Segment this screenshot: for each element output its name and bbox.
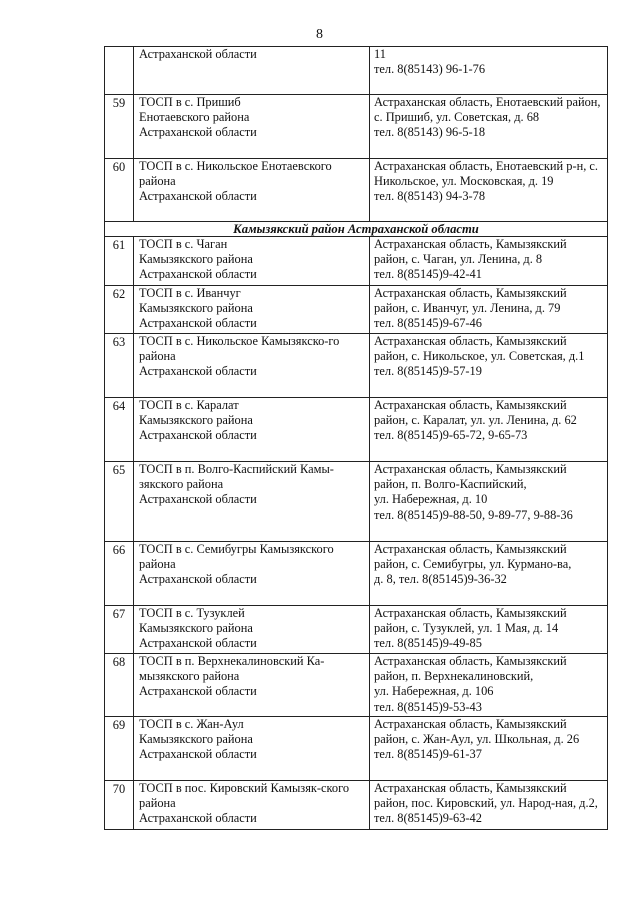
office-address: Астраханская область, Енотаевский р-н, с. Никольское, ул. Московская, д. 19 тел. 8(85143) 94-3-78 (370, 159, 608, 222)
row-number: 68 (105, 654, 134, 717)
row-number: 61 (105, 237, 134, 286)
row-number: 70 (105, 781, 134, 830)
section-title: Камызякский район Астраханской области (105, 222, 608, 237)
table-row (105, 95, 608, 159)
table-row (105, 781, 608, 830)
table-row (105, 654, 608, 717)
row-number: 69 (105, 717, 134, 781)
office-name: ТОСП в с. Иванчуг Камызякского района Астраханской области (134, 286, 370, 334)
table-row (105, 606, 608, 654)
table-row (105, 47, 608, 95)
row-number: 64 (105, 398, 134, 462)
office-address: Астраханская область, Камызякский район, пос. Кировский, ул. Народ-ная, д.2, тел. 8(85145)9-63-42 (370, 781, 608, 830)
table-row (105, 462, 608, 542)
row-number: 60 (105, 159, 134, 222)
row-number: 67 (105, 606, 134, 654)
row-number: 63 (105, 334, 134, 398)
office-address: Астраханская область, Камызякский район, с. Каралат, ул. ул. Ленина, д. 62 тел. 8(85145)9-65-72, 9-65-73 (370, 398, 608, 462)
page-number: 8 (316, 27, 323, 42)
office-address: Астраханская область, Камызякский район, с. Иванчуг, ул. Ленина, д. 79 тел. 8(85145)9-67-46 (370, 286, 608, 334)
office-name: ТОСП в с. Никольское Енотаевского района Астраханской области (134, 159, 370, 222)
office-name: ТОСП в пос. Кировский Камызяк-ского района Астраханской области (134, 781, 370, 830)
table-row (105, 237, 608, 286)
table-row (105, 334, 608, 398)
office-address: Астраханская область, Камызякский район, п. Верхнекалиновский, ул. Набережная, д. 106 тел. 8(85145)9-53-43 (370, 654, 608, 717)
row-number: 62 (105, 286, 134, 334)
table-row (105, 159, 608, 222)
office-name: ТОСП в с. Семибугры Камызякского района Астраханской области (134, 542, 370, 606)
office-address: Астраханская область, Камызякский район, с. Жан-Аул, ул. Школьная, д. 26 тел. 8(85145)9-61-37 (370, 717, 608, 781)
row-number: 59 (105, 95, 134, 159)
office-address: Астраханская область, Камызякский район, с. Никольское, ул. Советская, д.1 тел. 8(85145)9-57-19 (370, 334, 608, 398)
office-address: 11 тел. 8(85143) 96-1-76 (370, 47, 608, 95)
office-address: Астраханская область, Камызякский район, с. Тузуклей, ул. 1 Мая, д. 14 тел. 8(85145)9-49-85 (370, 606, 608, 654)
office-address: Астраханская область, Енотаевский район, с. Пришиб, ул. Советская, д. 68 тел. 8(85143) 96-5-18 (370, 95, 608, 159)
table-row (105, 398, 608, 462)
office-name: ТОСП в с. Каралат Камызякского района Астраханской области (134, 398, 370, 462)
office-name: Астраханской области (134, 47, 370, 95)
office-name: ТОСП в с. Тузуклей Камызякского района Астраханской области (134, 606, 370, 654)
row-number (105, 47, 134, 95)
office-name: ТОСП в с. Пришиб Енотаевского района Астраханской области (134, 95, 370, 159)
row-number: 66 (105, 542, 134, 606)
table-row (105, 286, 608, 334)
row-number: 65 (105, 462, 134, 542)
offices-table (104, 46, 608, 830)
office-name: ТОСП в с. Чаган Камызякского района Астраханской области (134, 237, 370, 286)
section-row (105, 222, 608, 237)
office-address: Астраханская область, Камызякский район, с. Семибугры, ул. Курмано-ва, д. 8, тел. 8(85145)9-36-32 (370, 542, 608, 606)
office-name: ТОСП в п. Волго-Каспийский Камы-зякского района Астраханской области (134, 462, 370, 542)
office-name: ТОСП в с. Никольское Камызякско-го района Астраханской области (134, 334, 370, 398)
office-name: ТОСП в п. Верхнекалиновский Ка-мызякского района Астраханской области (134, 654, 370, 717)
office-name: ТОСП в с. Жан-Аул Камызякского района Астраханской области (134, 717, 370, 781)
office-address: Астраханская область, Камызякский район, п. Волго-Каспийский, ул. Набережная, д. 10 тел. 8(85145)9-88-50, 9-89-77, 9-88-36 (370, 462, 608, 542)
table-row (105, 542, 608, 606)
table-row (105, 717, 608, 781)
office-address: Астраханская область, Камызякский район, с. Чаган, ул. Ленина, д. 8 тел. 8(85145)9-42-41 (370, 237, 608, 286)
